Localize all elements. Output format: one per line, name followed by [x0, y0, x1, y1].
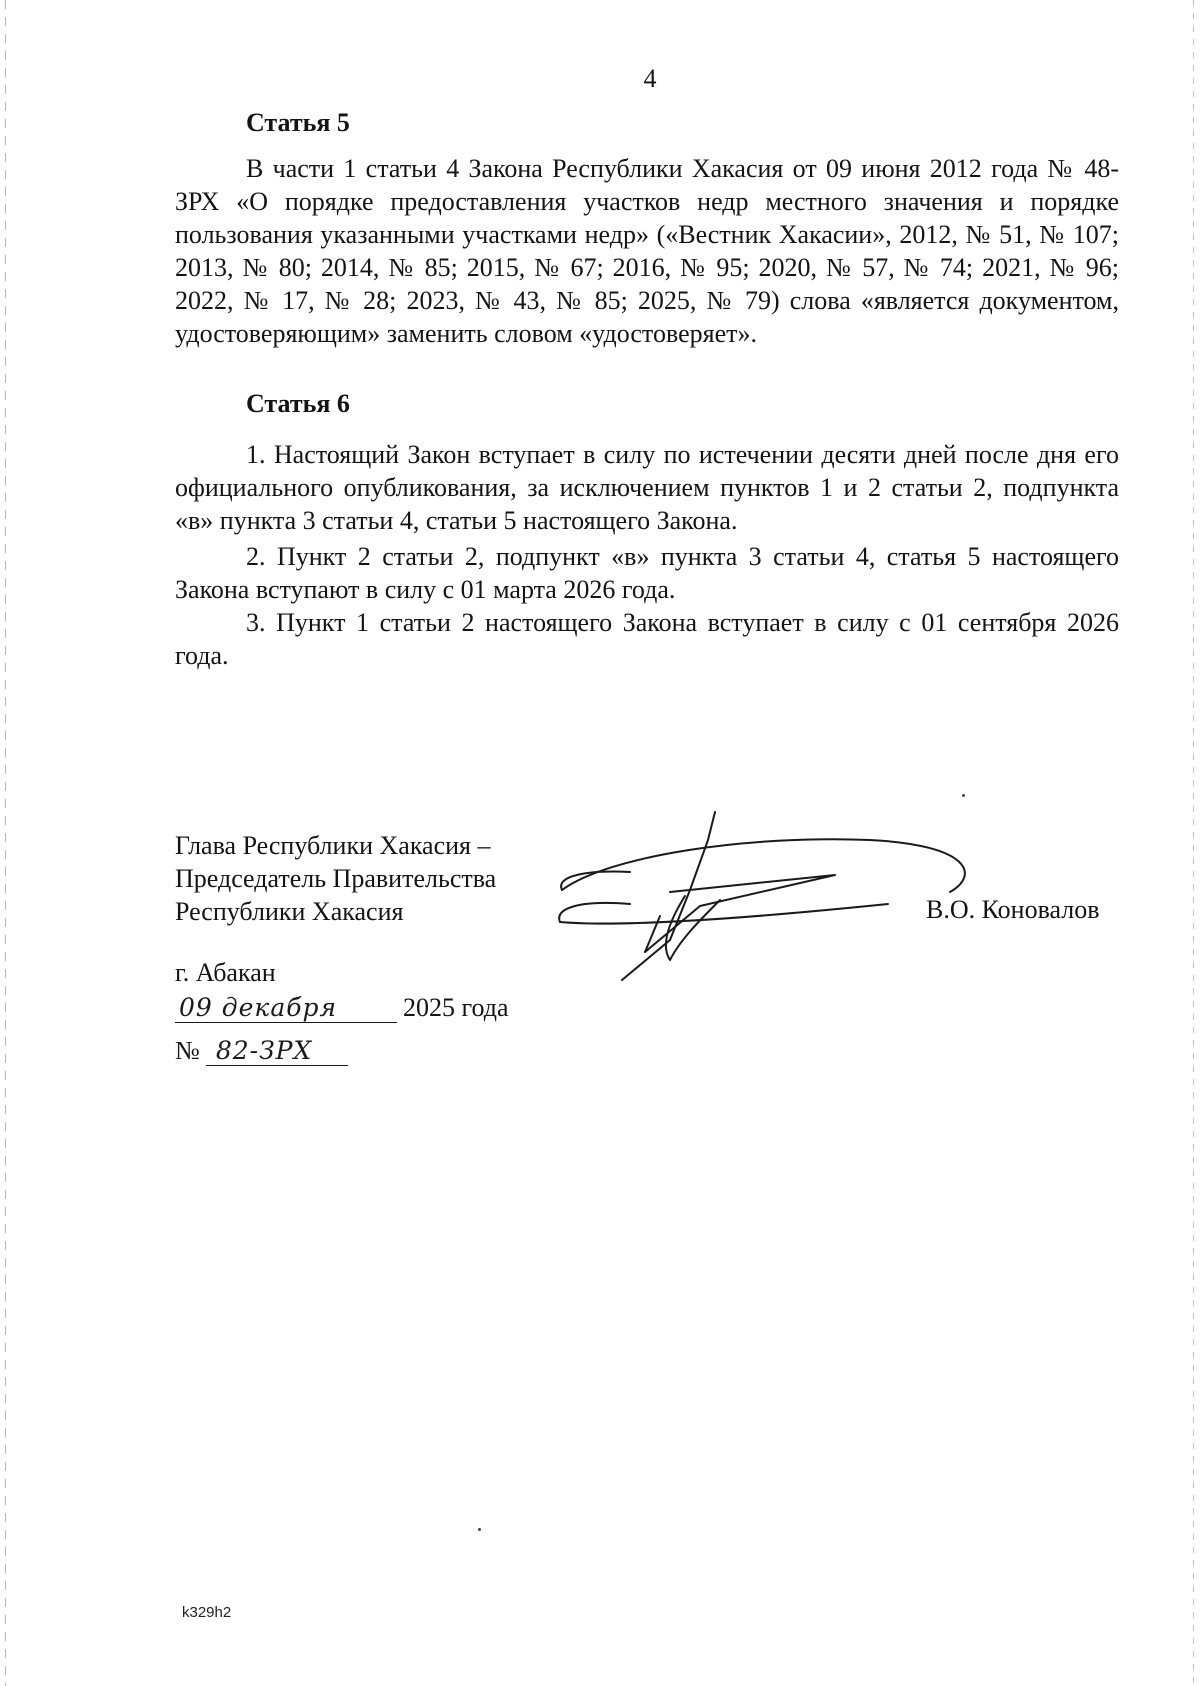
handwritten-signature: [550, 800, 990, 990]
scan-edge-left: [5, 0, 6, 1686]
signatory-title-line-2: Председатель Правительства: [175, 864, 497, 893]
date-year: 2025 года: [403, 993, 509, 1022]
article-6-heading: Статья 6: [246, 389, 350, 418]
scan-speck: [962, 794, 965, 797]
article-6-paragraph-2: 2. Пункт 2 статьи 2, подпункт «в» пункта 3 статьи 4, статья 5 настоящего Закона вступают в силу с 01 марта 2026 года.: [175, 542, 1119, 604]
signatory-title: [175, 829, 496, 928]
document-code: k329h2: [182, 1604, 232, 1621]
law-number: [175, 1036, 348, 1066]
signer-name: В.О. Коновалов: [926, 895, 1100, 924]
handwritten-law-number: 82-ЗРХ: [206, 1037, 348, 1066]
signatory-title-line-3: Республики Хакасия: [175, 897, 404, 926]
article-6-paragraph-1: 1. Настоящий Закон вступает в силу по истечении десяти дней после дня его официального опубликования, за исключением пунктов 1 и 2 статьи 2, подпункта «в» пункта 3 статьи 4, статьи 5 настоящего Закона.: [175, 440, 1119, 535]
scan-edge-right: [1193, 0, 1194, 1686]
scan-speck: [478, 1528, 481, 1531]
signing-date: [175, 993, 509, 1023]
article-6-paragraph-3: 3. Пункт 1 статьи 2 настоящего Закона вступает в силу с 01 сентября 2026 года.: [175, 608, 1119, 670]
page-number: 4: [643, 64, 657, 93]
law-number-prefix: №: [175, 1036, 200, 1065]
article-5-text: В части 1 статьи 4 Закона Республики Хакасия от 09 июня 2012 года № 48-ЗРХ «О порядке предоставления участков недр местного значения и порядке пользования указанными участками недр» («Вестник Хакасии», 2012, № 51, № 107; 2013, № 80; 2014, № 85; 2015, № 67; 2016, № 95; 2020, № 57, № 74; 2021, № 96; 2022, № 17, № 28; 2023, № 43, № 85; 2025, № 79) слова «является документом, удостоверяющим» заменить словом «удостоверяет».: [175, 154, 1119, 348]
place-of-signing: г. Абакан: [175, 958, 276, 987]
article-5-heading: Статья 5: [246, 108, 350, 137]
signatory-title-line-1: Глава Республики Хакасия –: [175, 831, 491, 860]
handwritten-day: 09 декабря: [175, 994, 397, 1023]
